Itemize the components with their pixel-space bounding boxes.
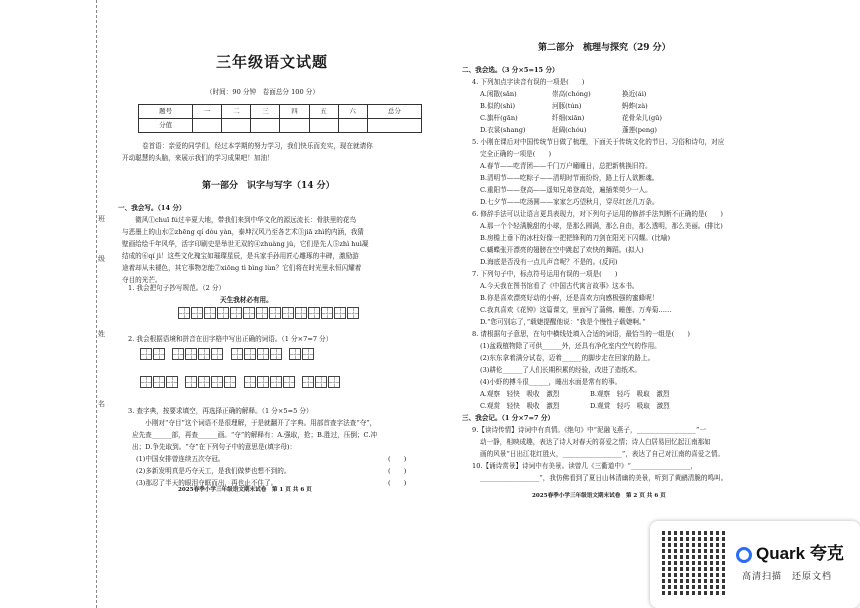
copy-grid (178, 307, 360, 322)
quark-brand (736, 539, 844, 564)
passage-line: 结成的⑥qí jì！这些文化瑰宝如璀璨星辰，是兵家手孙用匠心雕琢的丰碑，激励游 (122, 252, 359, 260)
q6-option: B.房檐上垂下的冰柱好像一把把锋利的刀剑在阳光下闪耀。(比喻) (480, 234, 671, 242)
score-cell: 三 (251, 105, 280, 119)
score-cell (367, 119, 421, 133)
q3-heading: 三、我会记。（1 分×7=7 分） (462, 414, 555, 422)
passage-line: 夺目的光芒。 (122, 276, 162, 284)
q4-option: 崇高(chóng) (552, 90, 591, 98)
score-table-row (139, 119, 422, 133)
copy-sentence: 天生我材必有用。 (220, 296, 273, 304)
score-table-header (139, 105, 422, 119)
q1-2: 2. 我会根据语境和拼音在田字格中写出正确的词语。（1 分×7=7 分） (128, 335, 333, 343)
passage-line: 与恶墨上的山水②zhēng qí dòu yàn，泰坤汉风乃至各艺术③jiā zhì的内涵，我猜 (122, 228, 364, 236)
score-cell: 二 (222, 105, 251, 119)
q6: 6. 修辞手法可以让语言更具表现力，对下列句子运用的修辞手法判断不正确的是( ) (472, 210, 723, 218)
answer-paren: ( ) (388, 467, 407, 475)
score-cell: 题号 (139, 105, 193, 119)
word-grid-row (140, 348, 315, 363)
quark-scan-card[interactable] (650, 521, 860, 608)
word-grid-row (140, 376, 341, 391)
score-cell: 一 (193, 105, 222, 119)
q9-cont: 画的风景“日出江花红胜火，__________________”，表达了自己对江南的喜爱之情。 (480, 450, 725, 458)
page-footer: 2025春季小学三年级语文期末试卷 第 2 页 共 6 页 (532, 493, 666, 499)
q8-option: D.观赏 轻巧 吸取 激烈 (590, 402, 670, 410)
q8-line: (1)盆栽植物除了可供______外，还具有净化室内空气的作用。 (480, 342, 661, 350)
q5-option: C.重阳节——登高——遥知兄弟登高处，遍插茱萸少一人。 (480, 186, 652, 194)
answer-paren: ( ) (388, 455, 407, 463)
preface-line: 卷首语：亲爱的同学们，经过本学期的努力学习，我们快乐而充实，现在就请你 (142, 142, 373, 150)
score-cell: 四 (280, 105, 309, 119)
passage-line: 壁画给绘千年风华，活字印刷史是举世无双的④zhuàng jǔ，它们是先人⑤zhì huì凝 (122, 240, 369, 248)
q1-3-item: (3)那忍了半天的眼泪夺眶而出，再也止不住了。 (136, 479, 278, 487)
q8-option: B.观察 轻巧 吸取 激烈 (590, 390, 670, 398)
q7-option: C.我真喜欢《花钟》这篇课文，里面写了蒲佛、睡莲、万寿菊…… (480, 306, 672, 314)
page-footer: 2025春季小学三年级语文期末试卷 第 1 页 共 6 页 (178, 487, 312, 493)
q2-heading: 二、我会选。（3 分×5=15 分） (462, 66, 559, 74)
exam-subtitle: （时间：90 分钟 卷面总分 100 分） (206, 88, 319, 96)
q7-option: B.你是喜欢漂亮好动的小鲜，还是喜欢方向感极强的蜜蜂呢！ (480, 294, 659, 302)
score-cell (338, 119, 367, 133)
score-cell: 五 (309, 105, 338, 119)
q5-cont: 完全正确的一项是( ) (480, 150, 552, 158)
q1-heading: 一、我会写。（14 分） (118, 204, 186, 212)
score-cell (309, 119, 338, 133)
score-cell: 总分 (367, 105, 421, 119)
exam-page-2 (462, 0, 804, 608)
quark-brand-label: Quark 夸克 (756, 544, 844, 563)
q4: 4. 下列加点字读音有误的一项是( ) (472, 78, 585, 86)
binding-mark: 班 (98, 215, 105, 223)
part2-title: 第二部分 梳理与探究（29 分） (538, 43, 671, 53)
q10: 10.【诵诗赏景】诗词中有美景。读曾几《三衢道中》“__________________， (472, 462, 697, 470)
q8-option: C.观赏 轻快 吸收 激烈 (480, 402, 560, 410)
q8-line: (2)东东拿着满分试卷，迈着______的脚步走在回家的路上。 (480, 354, 655, 362)
q5-option: B.清明节——吃粽子——清明时节雨纷纷，路上行人欲断魂。 (480, 174, 659, 182)
q7-option: A.今天我在图书馆看了《中国古代寓言故事》这本书。 (480, 282, 639, 290)
score-table (138, 104, 422, 133)
score-cell (280, 119, 309, 133)
q4-option: 花骨朵儿(gū) (622, 114, 662, 122)
q7: 7. 下列句子中，标点符号运用有误的一项是( ) (472, 270, 618, 278)
score-cell: 六 (338, 105, 367, 119)
q4-option: 蚂蚱(zà) (622, 102, 648, 110)
binding-mark: 名 (98, 400, 105, 408)
q8-option: A.观察 轻快 吸收 激烈 (480, 390, 560, 398)
q5: 5. 小刚在课后对中国传统节日做了梳理，下面关于传统文化的节日、习俗和诗句，对应 (472, 138, 725, 146)
q4-option: A.闲散(sǎn) (480, 90, 517, 98)
passage-line: 微风①chuī fú过辛夏大地，带我们来到中华文化的源远流长：骨肤里的花鸟 (122, 216, 357, 224)
q1-3-item: (1)中国女排曾连续五次夺冠。 (136, 455, 225, 463)
q5-option: A.春节——吃青团——千门万户曈曈日，总把新桃换旧符。 (480, 162, 652, 170)
q8: 8. 请根据句子意思，在句中横线处填入合适的词语，最恰当的一组是( ) (472, 330, 690, 338)
passage-line: 途着却从未褪色，其它事物怎能⑦xiōng tì bìng lùn？它们将在时光里永恒闪耀着 (122, 264, 362, 272)
score-cell (193, 119, 222, 133)
exam-page-1 (118, 0, 436, 608)
q4-option: 赶阔(chóu) (552, 126, 587, 134)
quark-logo-icon (736, 547, 752, 563)
q1-3-text: 应先查______部，再查______画。“夺”的解释有：A.强取，抢；B.胜过，压倒；C.冲 (132, 431, 378, 439)
binding-line (96, 0, 99, 608)
q8-line: (3)耕伦______了人们长期积累的经验，改进了造纸术。 (480, 366, 641, 374)
binding-mark: 姓 (98, 330, 105, 338)
q4-option: C.旗杆(gān) (480, 114, 518, 122)
part1-title: 第一部分 识字与写字（14 分） (202, 181, 335, 191)
q1-3: 3. 查字典，按要求填空，再选择正确的解释。（1 分×5=5 分） (128, 407, 313, 415)
q4-option: 河豚(tún) (552, 102, 582, 110)
q10-cont: __________________”，我仿佛看到了夏日山林清幽的美景，听到了黄鹂清脆的鸣叫。 (480, 474, 728, 482)
q8-line: (4)小虾的搏斗很______，睡出水面是常有的事。 (480, 378, 622, 386)
q6-option: A.那一个个轻满脆甜的小球，是那么圆满，那么自由，那么透明，那么美丽。(排比) (480, 222, 723, 230)
score-cell (222, 119, 251, 133)
q1-3-item: (2)多新发明真是巧夺天工，是我们做梦也想不到的。 (136, 467, 291, 475)
exam-title: 三年级语文试题 (216, 53, 329, 71)
q6-option: D.海底是否没有一点儿声音呢？不是的。(反问) (480, 258, 618, 266)
q6-option: C.蝴蝶张开漂亮的翅膀在空中跳起了欢快的舞蹈。(拟人) (480, 246, 644, 254)
preface-line: 开动聪慧的头脑，来展示我们的学习成果吧！加油！ (122, 154, 274, 162)
q4-option: 换近(ái) (622, 90, 647, 98)
score-cell (251, 119, 280, 133)
qr-code (662, 531, 726, 595)
score-cell: 分值 (139, 119, 193, 133)
q7-option: D.“您可别忘了，”载婕提醒他说：“我是个慢性子载婕啊。” (480, 318, 646, 326)
q1-3-text: 小刚对“夺目”这个词语不是很理解，于是就翻开了字典。用部首查字法查“夺”， (132, 419, 377, 427)
answer-paren: ( ) (388, 479, 407, 487)
q5-option: D.七夕节——吃汤圆——家家乞巧望秋月，穿尽红丝几万条。 (480, 198, 659, 206)
q9-cont: 动一静，相映成趣，表达了诗人对春天的喜爱之情；诗人白居易回忆起江南那如 (480, 438, 711, 446)
q1-3-text: 出；D.争先取到。“夺”在下列句子中的意思是(填字母)： (132, 443, 297, 451)
q9: 9.【读诗传情】诗词中有真情。《绝句》中“泥融飞燕子，__________________”一 (472, 426, 706, 434)
binding-mark: 级 (98, 255, 105, 263)
quark-tagline: 高清扫描 还原文档 (742, 571, 833, 581)
q4-option: 纤细(xiān) (552, 114, 585, 122)
q4-option: D.衣裳(shang) (480, 126, 526, 134)
q1-1: 1. 我会把句子抄写规范。（2 分） (128, 284, 226, 292)
q4-option: B.似的(shì) (480, 102, 516, 110)
q4-option: 蓬莲(peng) (622, 126, 657, 134)
